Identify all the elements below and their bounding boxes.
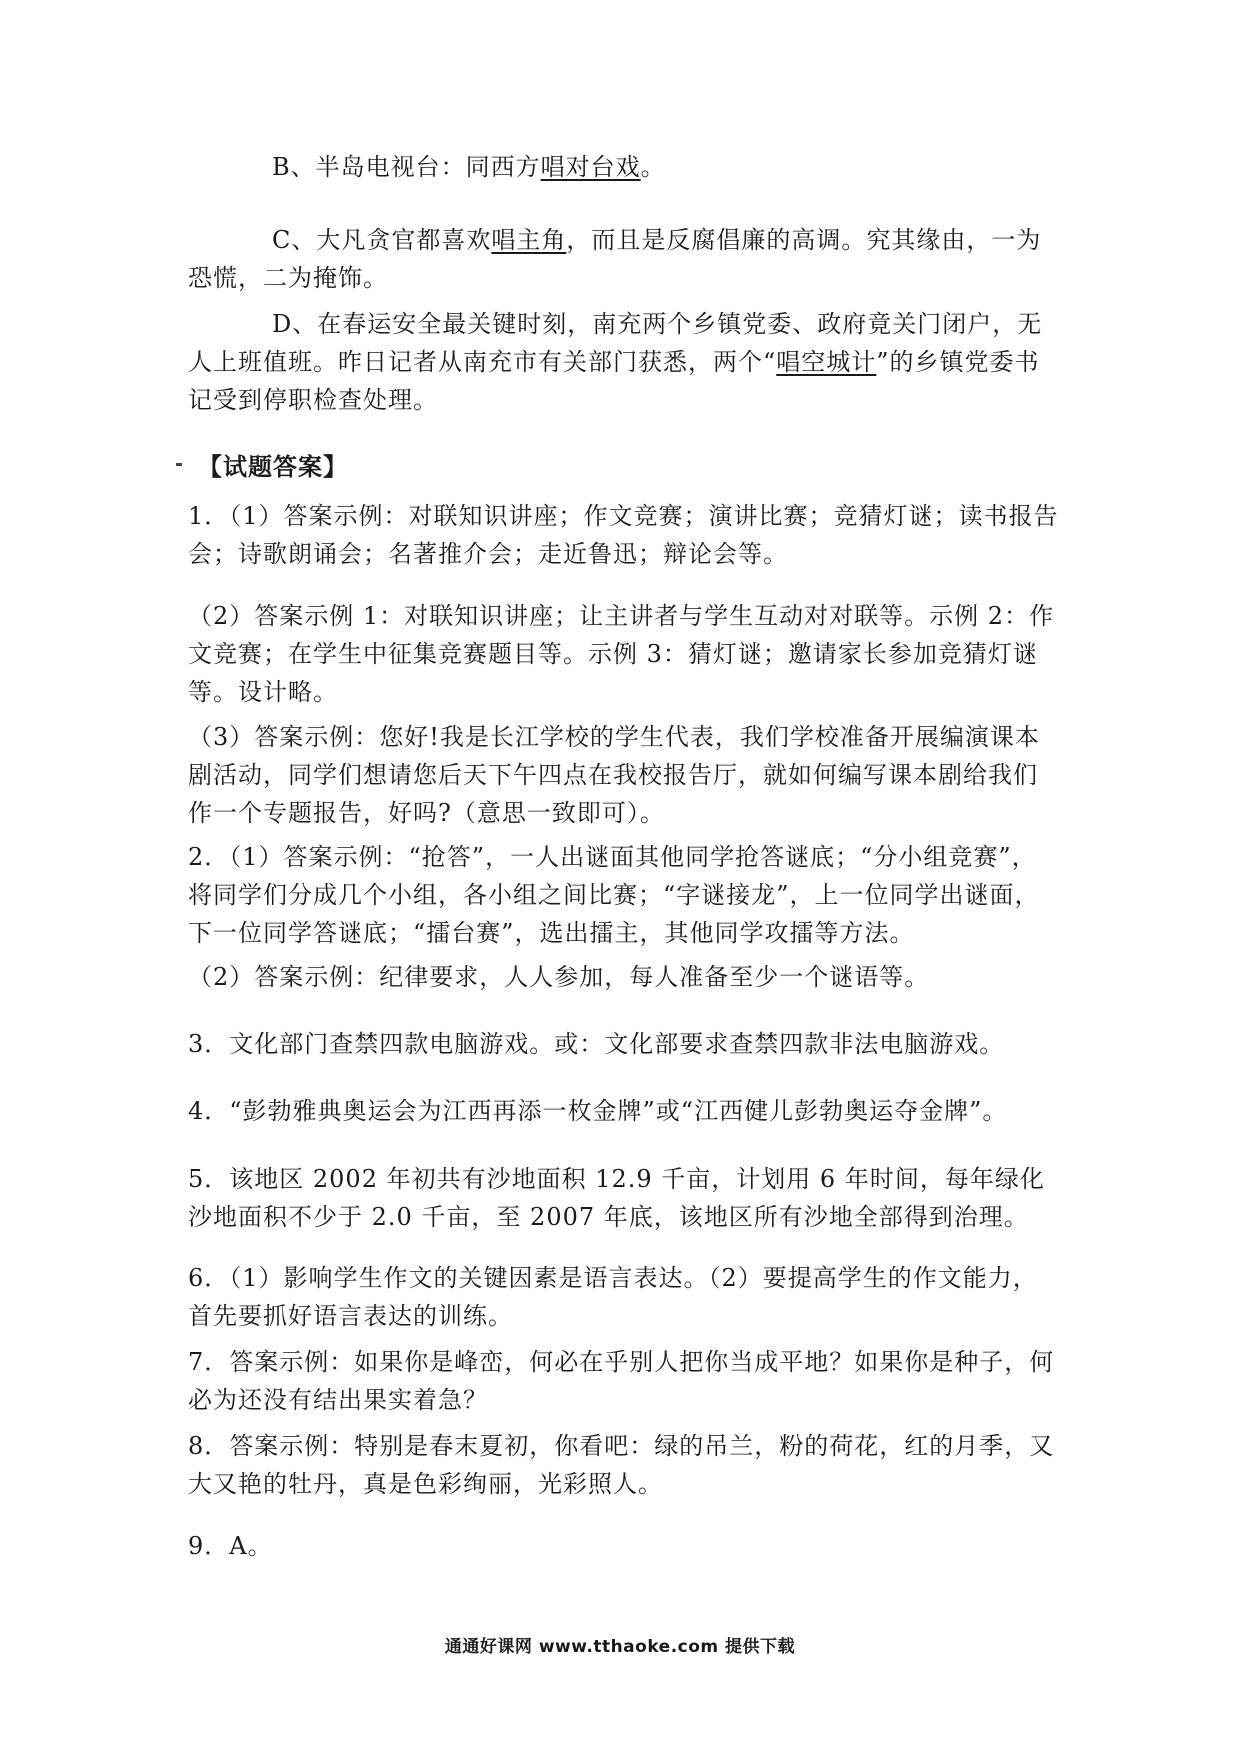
answer-item: 8．答案示例：特别是春末夏初，你看吧：绿的吊兰，粉的荷花，红的月季，又大又艳的牡丹，真是色彩绚丽，光彩照人。 <box>188 1432 1055 1498</box>
option-b <box>188 148 1060 186</box>
option-b-tail: 。 <box>640 153 666 181</box>
scan-mark <box>176 463 182 466</box>
option-d-underlined: 唱空城计 <box>776 348 877 376</box>
answer-item: 7．答案示例：如果你是峰峦，何必在乎别人把你当成平地？如果你是种子，何必为还没有结出果实着急？ <box>188 1348 1055 1414</box>
answer-item: 2．（1）答案示例：“抢答”，一人出谜面其他同学抢答谜底；“分小组竞赛”，将同学们分成几个小组，各小组之间比赛；“字谜接龙”，上一位同学出谜面，下一位同学答谜底；“擂台赛”，选出擂主，其他同学攻擂等方法。 <box>188 843 1040 947</box>
answer-item: 9．A。 <box>188 1532 273 1560</box>
option-b-underlined: 唱对台戏 <box>540 153 641 181</box>
answer-item: （2）答案示例 1：对联知识讲座；让主讲者与学生互动对对联等。示例 2：作文竞赛；在学生中征集竞赛题目等。示例 3：猜灯谜；邀请家长参加竞猜灯谜等。设计略。 <box>188 602 1055 706</box>
answer-item: 5．该地区 2002 年初共有沙地面积 12.9 千亩，计划用 6 年时间，每年绿化沙地面积不少于 2.0 千亩，至 2007 年底，该地区所有沙地全部得到治理。 <box>188 1165 1045 1231</box>
answer-item: （2）答案示例：纪律要求，人人参加，每人准备至少一个谜语等。 <box>188 963 930 991</box>
option-d-text: D、在春运安全最关键时刻，南充两个乡镇党委、政府竟关门闭户，无人上班值班。昨日记者从南充市有关部门获悉，两个“ <box>188 310 1043 376</box>
option-c-tail: ，而且是反腐倡廉的高调。究其缘由，一为恐慌，二为掩饰。 <box>188 226 1042 292</box>
answer-item: 4．“彭勃雅典奥运会为江西再添一枚金牌”或“江西健儿彭勃奥运夺金牌”。 <box>188 1097 1008 1125</box>
footer-credit: 通通好课网 www.tthaoke.com 提供下载 <box>444 1637 796 1657</box>
answer-item: 3．文化部门查禁四款电脑游戏。或：文化部要求查禁四款非法电脑游戏。 <box>188 1030 1005 1058</box>
answer-item: 1．（1）答案示例：对联知识讲座；作文竞赛；演讲比赛；竞猜灯谜；读书报告会；诗歌朗诵会；名著推介会；走近鲁迅；辩论会等。 <box>188 502 1059 568</box>
option-c <box>188 221 1060 297</box>
option-d-tail: ”的乡镇党委书记受到停职检查处理。 <box>188 348 1040 414</box>
option-c-text: C、大凡贪官都喜欢 <box>272 226 492 254</box>
option-c-underlined: 唱主角 <box>491 226 567 254</box>
answer-item: 6．（1）影响学生作文的关键因素是语言表达。（2）要提高学生的作文能力，首先要抓好语言表达的训练。 <box>188 1264 1038 1330</box>
answers-heading: 【试题答案】 <box>198 452 348 481</box>
answer-item: （3）答案示例：您好!我是长江学校的学生代表，我们学校准备开展编演课本剧活动，同学们想请您后天下午四点在我校报告厅，就如何编写课本剧给我们作一个专题报告，好吗?（意思一致即可）。 <box>188 723 1040 827</box>
option-b-text: B、半岛电视台：同西方 <box>272 153 541 181</box>
option-d <box>188 305 1060 419</box>
